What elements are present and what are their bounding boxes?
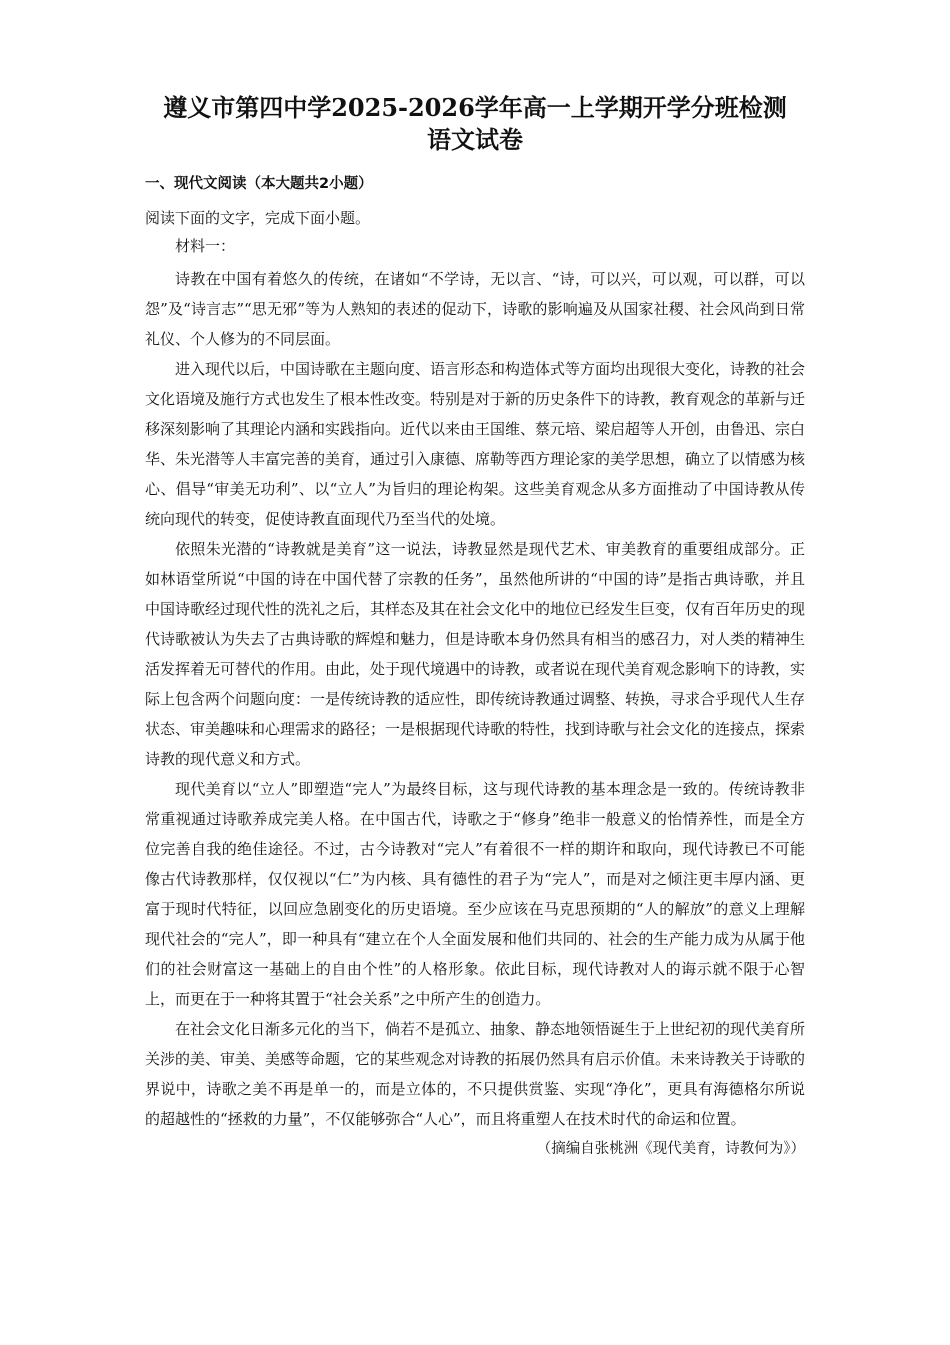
paragraph-5: 在社会文化日渐多元化的当下，倘若不是孤立、抽象、静态地领悟诞生于上世纪初的现代美育所关涉的美、审美、美感等命题，它的某些观念对诗教的拓展仍然具有启示价值。未来诗教关于诗歌的界说中，诗歌之美不再是单一的，而是立体的，不只提供赏鉴、实现“净化”，更具有海德格尔所说的超越性的“拯救的力量”，不仅能够弥合“人心”，而且将重塑人在技术时代的命运和位置。 (145, 1020, 806, 1128)
exam-title (115, 92, 835, 156)
paragraph-4: 现代美育以“立人”即塑造“完人”为最终目标，这与现代诗教的基本理念是一致的。传统诗教非常重视通过诗歌养成完美人格。在中国古代，诗歌之于“修身”绝非一般意义的怡情养性，而是全方位完善自我的绝佳途径。不过，古今诗教对“完人”有着很不一样的期许和取向，现代诗教已不可能像古代诗教那样，仅仅视以“仁”为内核、具有德性的君子为“完人”，而是对之倾注更丰厚内涵、更富于现时代特征，以回应急剧变化的历史语境。至少应该在马克思预期的“人的解放”的意义上理解现代社会的“完人”，即一种具有“建立在个人全面发展和他们共同的、社会的生产能力成为从属于他们的社会财富这一基础上的自由个性”的人格形象。依此目标，现代诗教对人的诲示就不限于心智上，而更在于一种将其置于“社会关系”之中所产生的创造力。 (145, 780, 805, 1008)
paragraph-2: 进入现代以后，中国诗歌在主题向度、语言形态和构造体式等方面均出现很大变化，诗教的社会文化语境及施行方式也发生了根本性改变。特别是对于新的历史条件下的诗教，教育观念的革新与迁移深刻影响了其理论内涵和实践指向。近代以来由王国维、蔡元培、梁启超等人开创，由鲁迅、宗白华、朱光潜等人丰富完善的美育，通过引入康德、席勒等西方理论家的美学思想，确立了以情感为核心、倡导“审美无功利”、以“立人”为旨归的理论构架。这些美育观念从多方面推动了中国诗教从传统向现代的转变，促使诗教直面现代乃至当代的处境。 (145, 360, 806, 528)
title-line-2: 语文试卷 (427, 125, 523, 154)
material-label: 材料一： (175, 237, 236, 255)
exam-page (145, 92, 805, 1164)
source-citation: （摘编自张桃洲《现代美育，诗教何为》） (536, 1141, 805, 1157)
title-line-1: 遵义市第四中学2025-2026学年高一上学期开学分班检测 (163, 93, 787, 122)
section-heading: 一、现代文阅读（本大题共2小题） (145, 176, 373, 192)
paragraph-1: 诗教在中国有着悠久的传统，在诸如“不学诗，无以言、“诗，可以兴，可以观，可以群，可以怨”及“诗言志”“思无邪”等为人熟知的表述的促动下，诗歌的影响遍及从国家社稷、社会风尚到日常礼仪、个人修为的不同层面。 (145, 270, 805, 348)
reading-instruction: 阅读下面的文字，完成下面小题。 (145, 209, 371, 227)
paragraph-3: 依照朱光潜的“诗教就是美育”这一说法，诗教显然是现代艺术、审美教育的重要组成部分。正如林语堂所说“中国的诗在中国代替了宗教的任务”，虽然他所讲的“中国的诗”是指古典诗歌，并且中国诗歌经过现代性的洗礼之后，其样态及其在社会文化中的地位已经发生巨变，仅有百年历史的现代诗歌被认为失去了古典诗歌的辉煌和魅力，但是诗歌本身仍然具有相当的感召力，对人类的精神生活发挥着无可替代的作用。由此，处于现代境遇中的诗教，或者说在现代美育观念影响下的诗教，实际上包含两个问题向度：一是传统诗教的适应性，即传统诗教通过调整、转换，寻求合乎现代人生存状态、审美趣味和心理需求的路径；一是根据现代诗歌的特性，找到诗歌与社会文化的连接点，探索诗教的现代意义和方式。 (145, 540, 806, 768)
